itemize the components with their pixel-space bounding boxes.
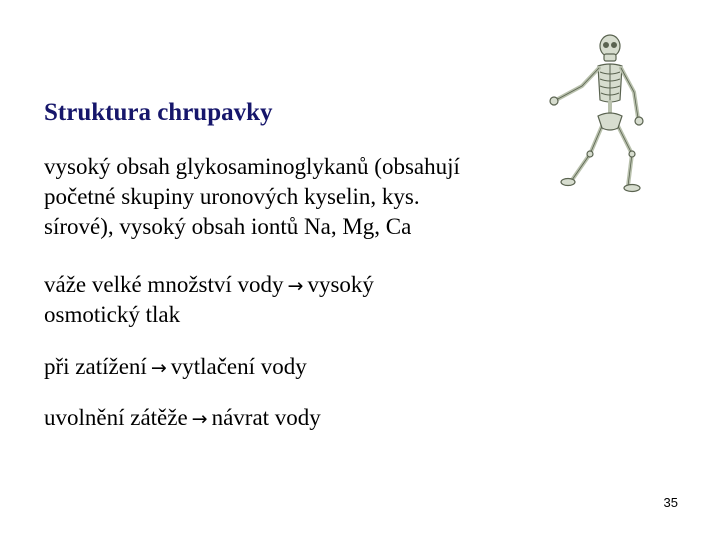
paragraph-water-binding bbox=[44, 270, 374, 330]
page-number: 35 bbox=[663, 495, 678, 510]
dancing-skeleton-icon bbox=[542, 30, 662, 200]
text-line: početné skupiny uronových kyselin, kys. bbox=[44, 183, 420, 209]
text-line bbox=[44, 270, 374, 300]
text-fragment: uvolnění zátěže bbox=[44, 405, 188, 430]
paragraph-cartilage-composition bbox=[44, 152, 564, 242]
arrow-right-icon: → bbox=[150, 357, 167, 379]
text-line bbox=[44, 403, 321, 433]
slide-title: Struktura chrupavky bbox=[44, 99, 273, 126]
paragraph-unloading bbox=[44, 403, 321, 433]
text-line bbox=[44, 352, 307, 382]
text-fragment: vysoký bbox=[307, 272, 374, 297]
arrow-right-icon: → bbox=[191, 408, 208, 430]
text-fragment: vytlačení vody bbox=[170, 354, 307, 379]
text-line: vysoký obsah glykosaminoglykanů (obsahují bbox=[44, 154, 460, 179]
text-fragment: váže velké množství vody bbox=[44, 272, 284, 297]
paragraph-loading bbox=[44, 352, 307, 382]
text-fragment: při zatížení bbox=[44, 354, 147, 379]
arrow-right-icon: → bbox=[287, 275, 304, 297]
text-line: osmotický tlak bbox=[44, 301, 181, 327]
text-fragment: návrat vody bbox=[211, 405, 321, 430]
text-line: sírové), vysoký obsah iontů Na, Mg, Ca bbox=[44, 213, 412, 239]
